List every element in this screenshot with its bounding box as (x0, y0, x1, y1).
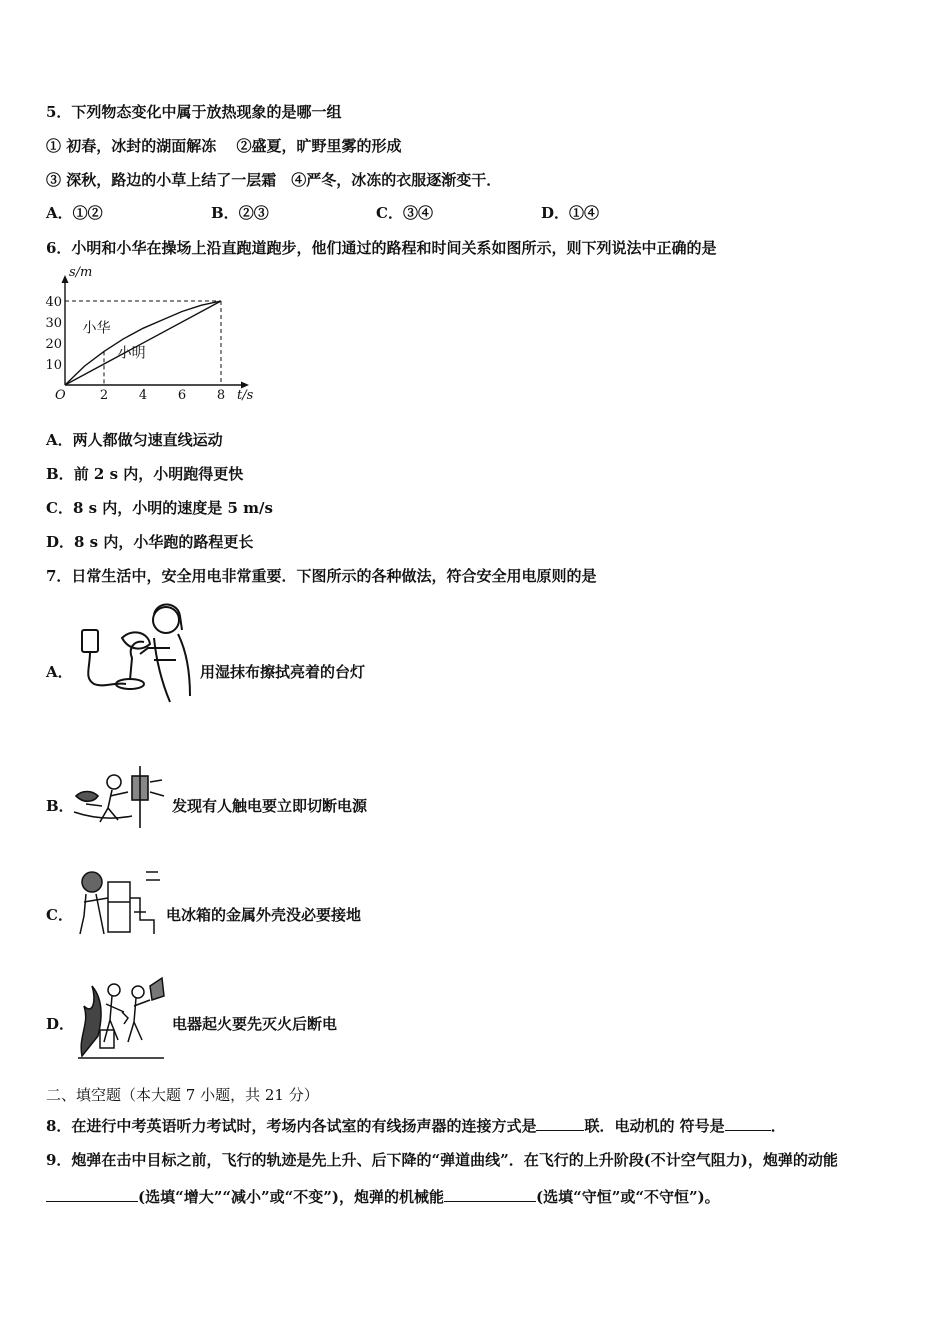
q5-option-d[interactable]: D．①④ (541, 204, 600, 222)
x-tick-label-4: 4 (138, 388, 148, 403)
series-xiaoming-line (65, 301, 221, 385)
q7-option-b-label[interactable]: B． (46, 797, 74, 815)
x-tick-label-8: 8 (216, 388, 226, 403)
q5-option-c[interactable]: C．③④ (376, 204, 433, 222)
section-title: 二、填空题（本大题 7 小题，共 21 分） (46, 1086, 319, 1104)
y-tick-label-30: 30 (45, 316, 62, 331)
q8-text: 8．在进行中考英语听力考试时，考场内各试室的有线扬声器的连接方式是 联．电动机的 符号是 ． (46, 1117, 786, 1135)
q6-option-d[interactable]: D．8 s 内，小华跑的路程更长 (46, 533, 254, 551)
q9-blank-2[interactable] (444, 1187, 536, 1202)
series-label-xiaoming: 小明 (117, 345, 146, 362)
q9-line-1: 9．炮弹在击中目标之前，飞行的轨迹是先上升、后下降的“弹道曲线”．在飞行的上升阶段(不计空气阻力)，炮弹的动能 (46, 1151, 838, 1169)
q7-option-b-text: 发现有人触电要立即切断电源 (172, 797, 368, 815)
origin-label: O (55, 388, 66, 403)
q6-stem: 6．小明和小华在操场上沿直跑道跑步，他们通过的路程和时间关系如图所示，则下列说法中正确的是 (46, 239, 717, 257)
q9-blank-1[interactable] (46, 1187, 138, 1202)
q6-option-b[interactable]: B．前 2 s 内，小明跑得更快 (46, 465, 244, 483)
y-axis-label: s/m (69, 265, 93, 280)
x-tick-label-2: 2 (99, 388, 109, 403)
q7-option-d-text: 电器起火要先灭火后断电 (172, 1015, 338, 1033)
q7-option-a-label[interactable]: A． (46, 663, 73, 681)
y-tick-label-20: 20 (45, 337, 62, 352)
x-axis-label: t/s (237, 388, 254, 403)
x-tick-label-6: 6 (177, 388, 187, 403)
q9-line-2: (选填“增大”“减小”或“不变”)，炮弹的机械能 (选填“守恒”或“不守恒”)。 (46, 1187, 720, 1207)
wiping-lamp-illustration (74, 598, 196, 710)
q5-option-a[interactable]: A．①② (46, 204, 103, 222)
series-label-xiaohua: 小华 (82, 320, 111, 337)
q7-option-d-label[interactable]: D． (46, 1015, 75, 1033)
q8-blank-2[interactable] (725, 1116, 771, 1131)
q7-option-c-label[interactable]: C． (46, 906, 73, 924)
q5-statements-1: ① 初春，冰封的湖面解冻 ②盛夏，旷野里雾的形成 (46, 137, 402, 155)
y-axis-arrow (62, 275, 69, 283)
q6-option-c[interactable]: C．8 s 内，小明的速度是 5 m/s (46, 499, 273, 517)
x-tick-labels (100, 388, 225, 403)
fire-illustration (76, 976, 168, 1060)
y-tick-label-40: 40 (45, 295, 62, 310)
fridge-grounding-illustration (74, 868, 164, 938)
q7-option-a-text: 用湿抹布擦拭亮着的台灯 (200, 663, 366, 681)
y-tick-labels (45, 295, 62, 373)
q6-option-a[interactable]: A．两人都做匀速直线运动 (46, 431, 223, 449)
cut-power-illustration (72, 762, 170, 830)
q5-stem: 5．下列物态变化中属于放热现象的是哪一组 (46, 103, 342, 121)
q7-option-c-text: 电冰箱的金属外壳没必要接地 (166, 906, 362, 924)
q5-statements-2: ③ 深秋，路边的小草上结了一层霜 ④严冬，冰冻的衣服逐渐变干． (46, 171, 502, 189)
y-tick-label-10: 10 (45, 358, 62, 373)
distance-time-chart (40, 262, 254, 403)
q5-option-b[interactable]: B．②③ (211, 204, 269, 222)
q8-blank-1[interactable] (536, 1116, 584, 1131)
q7-stem: 7．日常生活中，安全用电非常重要．下图所示的各种做法，符合安全用电原则的是 (46, 567, 597, 585)
